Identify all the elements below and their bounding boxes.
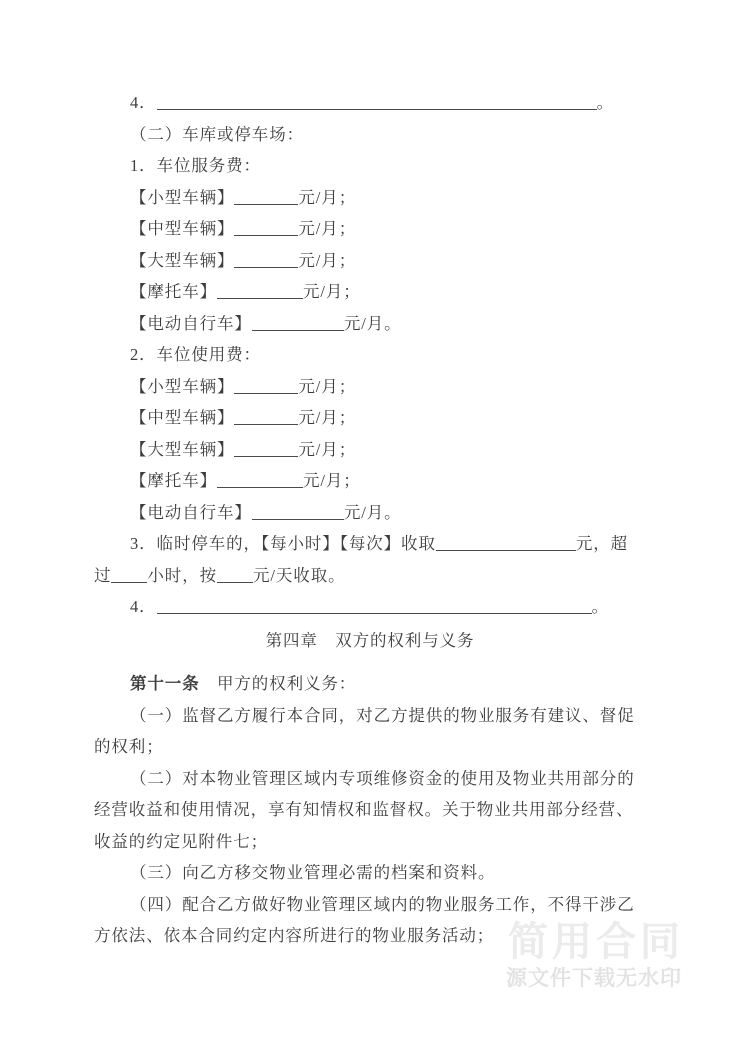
text-run: 元/月。 <box>343 313 402 333</box>
document-line <box>94 339 646 371</box>
text-run: 【中型车辆】 <box>130 219 235 238</box>
text-run: （二）车库或停车场： <box>130 124 304 144</box>
document-line <box>94 763 646 795</box>
document-line <box>94 150 646 182</box>
text-run: 【大型车辆】 <box>130 439 235 459</box>
text-run: 【电动自行车】 <box>130 502 252 522</box>
text-run: 方依法、依本合同约定内容所进行的物业服务活动； <box>94 926 495 945</box>
fill-in-blank <box>157 599 592 614</box>
text-run: 4． <box>130 93 157 112</box>
text-run: 【大型车辆】 <box>130 250 235 270</box>
text-run: 【小型车辆】 <box>130 376 235 396</box>
document-line <box>94 213 646 245</box>
text-run: 【摩托车】 <box>130 471 217 490</box>
document-line <box>94 434 646 466</box>
fill-in-blank <box>252 505 344 520</box>
text-run: 【中型车辆】 <box>130 408 235 427</box>
text-run: 元/月； <box>303 471 361 490</box>
text-run: 甲方的权利义务： <box>199 674 357 693</box>
document-line <box>94 731 646 763</box>
document-line <box>94 245 646 277</box>
fill-in-blank <box>234 190 298 205</box>
watermark-title: 简用合同 <box>508 920 684 964</box>
document-line <box>94 826 646 858</box>
text-run: 过 <box>94 565 112 585</box>
document-line <box>94 591 646 623</box>
text-run: 【小型车辆】 <box>130 187 235 207</box>
text-run: 元/月。 <box>343 502 402 522</box>
text-run: 。 <box>591 597 609 616</box>
text-run: （三）向乙方移交物业管理必需的档案和资料。 <box>130 863 496 882</box>
fill-in-blank <box>234 253 298 268</box>
fill-in-blank <box>217 473 303 488</box>
text-run: 3．临时停车的，【每小时】【每次】收取 <box>130 534 436 553</box>
fill-in-blank <box>217 284 303 299</box>
document-content <box>94 87 646 952</box>
fill-in-blank <box>436 536 576 551</box>
text-run: （一）监督乙方履行本合同，对乙方提供的物业服务有建议、督促 <box>130 705 635 725</box>
fill-in-blank <box>234 442 298 457</box>
text-run: 元/天收取。 <box>253 565 346 585</box>
document-line <box>94 465 646 497</box>
fill-in-blank <box>234 379 298 394</box>
text-run: 经营收益和使用情况，享有知情权和监督权。关于物业共用部分经营、 <box>94 800 634 819</box>
document-line <box>94 560 646 592</box>
text-run: （四）配合乙方做好物业管理区域内的物业服务工作，不得干涉乙 <box>130 894 635 914</box>
text-run: 元/月； <box>298 187 357 207</box>
document-line <box>94 182 646 214</box>
document-line <box>94 87 646 119</box>
fill-in-blank <box>234 221 298 236</box>
text-run: 【摩托车】 <box>130 282 217 301</box>
watermark-subtitle: 源文件下载无水印 <box>506 967 682 990</box>
chapter-heading <box>94 625 646 657</box>
text-run: 元，超 <box>575 534 629 553</box>
text-run: 元/月； <box>298 376 357 396</box>
document-line <box>94 276 646 308</box>
text-run: 。 <box>596 93 614 112</box>
text-run: 第四章 双方的权利与义务 <box>265 630 475 650</box>
document-line <box>94 308 646 340</box>
text-run: 小时，按 <box>147 565 218 585</box>
document-line <box>94 119 646 151</box>
document-line <box>94 528 646 560</box>
text-run: 收益的约定见附件七； <box>94 831 268 851</box>
text-run: 元/月； <box>303 282 361 301</box>
document-line <box>94 402 646 434</box>
document-line <box>94 700 646 732</box>
fill-in-blank <box>252 316 344 331</box>
document-line <box>94 668 646 700</box>
fill-in-blank <box>157 95 597 110</box>
text-run: 4． <box>130 597 157 616</box>
text-run: 元/月； <box>298 250 357 270</box>
text-run: 【电动自行车】 <box>130 313 252 333</box>
text-run: 元/月； <box>298 439 357 459</box>
text-run: 元/月； <box>298 408 357 427</box>
fill-in-blank <box>234 410 298 425</box>
document-line <box>94 857 646 889</box>
document-line <box>94 497 646 529</box>
text-run: 第十一条 <box>130 674 200 693</box>
text-run: 元/月； <box>298 219 357 238</box>
document-line <box>94 794 646 826</box>
fill-in-blank <box>111 568 147 583</box>
fill-in-blank <box>217 568 253 583</box>
text-run: 1．车位服务费： <box>130 156 261 175</box>
text-run: 2．车位使用费： <box>130 345 261 364</box>
text-run: （二）对本物业管理区域内专项维修资金的使用及物业共用部分的 <box>130 768 635 788</box>
document-line <box>94 371 646 403</box>
text-run: 的权利； <box>94 737 164 756</box>
